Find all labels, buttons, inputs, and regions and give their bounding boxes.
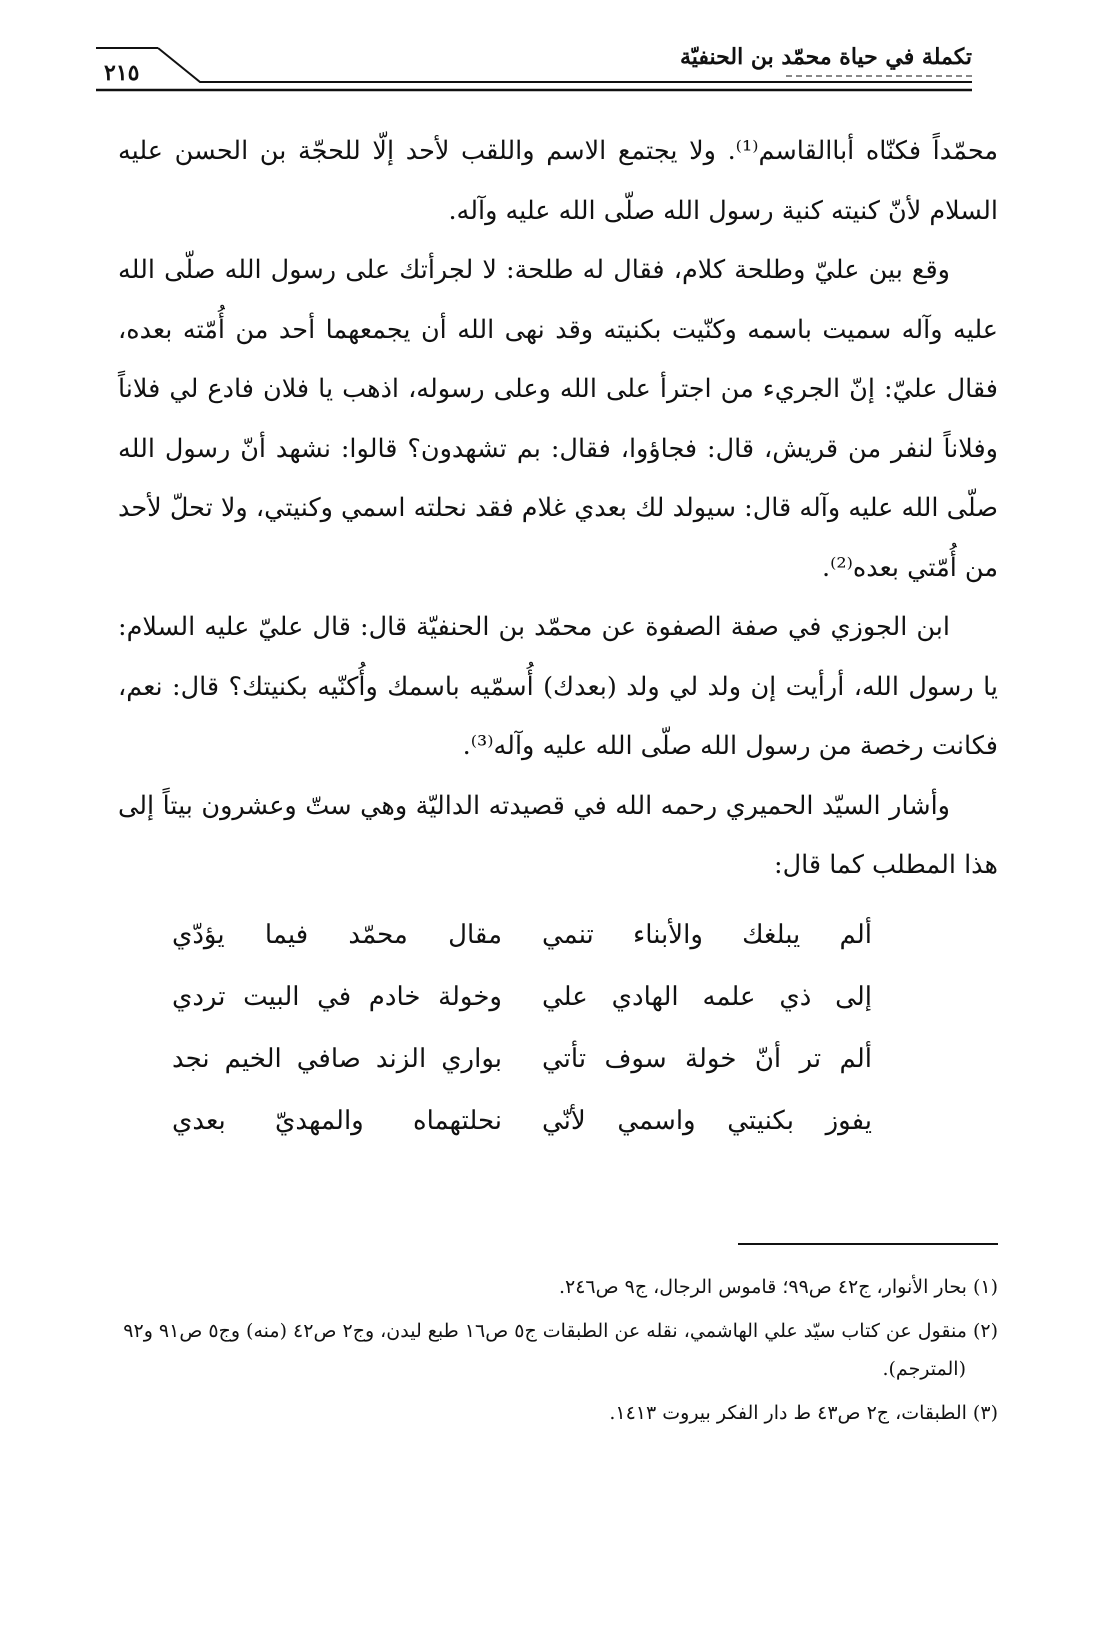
paragraph: وقع بين عليّ وطلحة كلام، فقال له طلحة: لا لجرأتك على رسول الله صلّى الله عليه وآله سميت باسمه وكنّيت بكنيته وقد نهى الله أن يجمعهما أحد من أُمّته بعده، فقال عليّ: إنّ الجريء من اجترأ على الله وعلى رسوله، اذهب يا فلان فادع لي فلاناً وفلاناً لنفر من قريش، قال: فجاؤوا، فقال: بم تشهدون؟ قالوا: نشهد أنّ رسول الله صلّى الله عليه وآله قال: سيولد لك بعدي غلام فقد نحلته اسمي وكنيتي، ولا تحلّ لأحد من أُمّتي بعده⁽²⁾. xyxy=(118,255,998,583)
footnote-separator xyxy=(738,1243,998,1245)
verse-first-hemistich: إلى ذي علمه الهادي علي xyxy=(542,982,872,1012)
verse-second-hemistich: مقال محمّد فيما يؤدّي xyxy=(172,920,502,950)
verse-first-hemistich: يفوز بكنيتي واسمي لأنّي xyxy=(542,1106,872,1136)
running-title: تكملة في حياة محمّد بن الحنفيّة xyxy=(679,44,972,70)
verse-second-hemistich: بواري الزند صافي الخيم نجد xyxy=(172,1044,502,1074)
paragraph: وأشار السيّد الحميري رحمه الله في قصيدته الداليّة وهي ستّ وعشرون بيتاً إلى هذا المطلب كما قال: xyxy=(118,790,998,880)
poem-verse xyxy=(172,904,872,966)
footnote: (٢) منقول عن كتاب سيّد علي الهاشمي، نقله عن الطبقات ج٥ ص١٦ طبع ليدن، وج٢ ص٤٢ (منه) وج٥ ص٩١ و٩٢ (المترجم). xyxy=(123,1320,998,1380)
verse-first-hemistich: ألم تر أنّ خولة سوف تأتي xyxy=(542,1044,872,1074)
footnotes xyxy=(118,1268,998,1438)
footnote: (١) بحار الأنوار، ج٤٢ ص٩٩؛ قاموس الرجال، ج٩ ص٢٤٦. xyxy=(558,1276,998,1298)
paragraph: ابن الجوزي في صفة الصفوة عن محمّد بن الحنفيّة قال: قال عليّ عليه السلام: يا رسول الله، أرأيت إن ولد لي ولد (بعدك) أُسمّيه باسمك وأُكنّيه بكنيتك؟ قال: نعم، فكانت رخصة من رسول الله صلّى الله عليه وآله⁽³⁾. xyxy=(118,612,998,761)
footnote: (٣) الطبقات، ج٢ ص٤٣ ط دار الفكر بيروت ١٤١٣. xyxy=(609,1402,998,1424)
verse-second-hemistich: نحلتهماه والمهديّ بعدي xyxy=(172,1106,502,1136)
poem-verse xyxy=(172,1090,872,1152)
body-text xyxy=(118,122,998,896)
verse-second-hemistich: وخولة خادم في البيت تردي xyxy=(172,982,502,1012)
poem xyxy=(172,904,872,1152)
verse-first-hemistich: ألم يبلغك والأبناء تنمي xyxy=(542,920,872,950)
paragraph: محمّداً فكنّاه أباالقاسم⁽¹⁾. ولا يجتمع الاسم واللقب لأحد إلّا للحجّة بن الحسن عليه السلام لأنّ كنيته كنية رسول الله صلّى الله عليه وآله. xyxy=(118,136,998,226)
running-header xyxy=(96,38,972,98)
poem-verse xyxy=(172,1028,872,1090)
page-number: ٢١٥ xyxy=(104,60,140,86)
poem-verse xyxy=(172,966,872,1028)
